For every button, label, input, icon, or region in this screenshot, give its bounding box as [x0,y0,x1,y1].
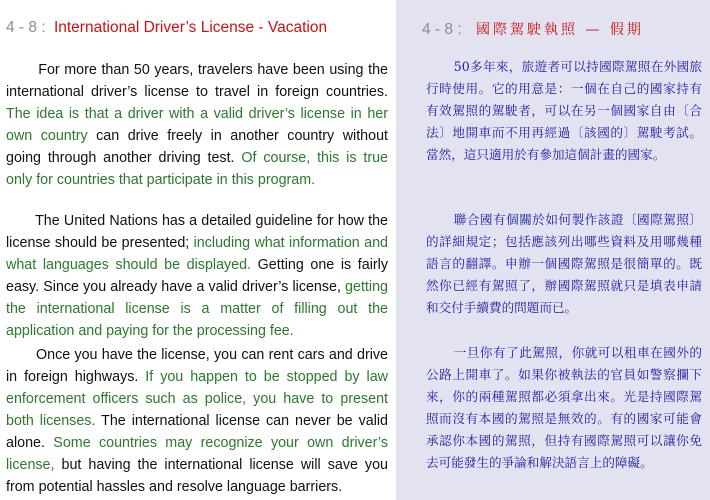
english-title [6,19,327,37]
english-p1-s3: can drive freely in another country without going through another driving test. [6,128,388,166]
english-title-text: International Driver’s License - Vacation [53,19,328,36]
english-p3-s5: but having the international license will save you from potential hassles and resolve language barriers. [6,457,388,495]
english-p1-s4: Of course, this is true only for countries that participate in this program. [6,150,389,188]
chinese-paragraph-3: 一旦你有了此駕照，你就可以租車在國外的公路上開車了。如果你被執法的官員如警察攔下來，你的兩種駕照都必須拿出來。光是持國際駕照而沒有本國的駕照是無效的。有的國家可能會承認你本國的駕照，但持有國際駕照可以讓你免去可能發生的爭論和解決語言上的障礙。 [426,345,702,470]
chinese-title [422,19,644,39]
english-paragraph-1 [6,59,388,191]
chinese-paragraph-2: 聯合國有個關於如何製作該證〔國際駕照〕的詳細規定；包括應該列出哪些資料及用哪幾種語言的翻譯。申辦一個國際駕照是很簡單的。既然你已經有駕照了，辦國際駕照就只是填表申請和交付手續費的問題而已。 [426,212,702,315]
english-p3-s2: If you happen to be stopped by law enforcement officers such as police, you have to present both licenses. [6,369,388,429]
chinese-title-number: 4 - 8 : [422,21,462,38]
chinese-title-text: 國際駕駛執照 — 假期 [475,22,644,38]
english-p2-s1: The United Nations has a detailed guideline for how the license should be presented; [6,213,388,251]
english-p3-s3: The international license can never be valid alone. [6,413,388,451]
english-title-number: 4 - 8 : [6,19,46,36]
english-paragraph-3 [6,344,388,498]
english-p2-s3: Getting one is fairly easy. Since you already have a valid driver’s license, [6,257,388,295]
english-p1-s2: The idea is that a driver with a valid driver’s license in her own country [6,106,388,144]
chinese-panel [396,0,710,500]
english-p3-s4: Some countries may recognize your own driver’s license, [6,435,388,473]
english-p3-s1: Once you have the license, you can rent cars and drive in foreign highways. [6,347,389,385]
english-p2-s4: getting the international license is a matter of filling out the application and paying for the processing fee. [6,279,388,339]
chinese-paragraph-1: 50多年來，旅遊者可以持國際駕照在外國旅行時使用。它的用意是：一個在自己的國家持有有效駕照的駕駛者，可以在另一個國家自由〔合法〕地開車而不用再經過〔該國的〕駕駛考試。當然，這只適用於有參加這個計畫的國家。 [426,59,702,162]
english-p2-s2: including what information and what languages should be displayed. [6,235,388,273]
english-paragraph-2 [6,210,388,342]
english-p1-s1: For more than 50 years, travelers have been using the international driver’s license to travel in foreign countries. [6,62,388,100]
